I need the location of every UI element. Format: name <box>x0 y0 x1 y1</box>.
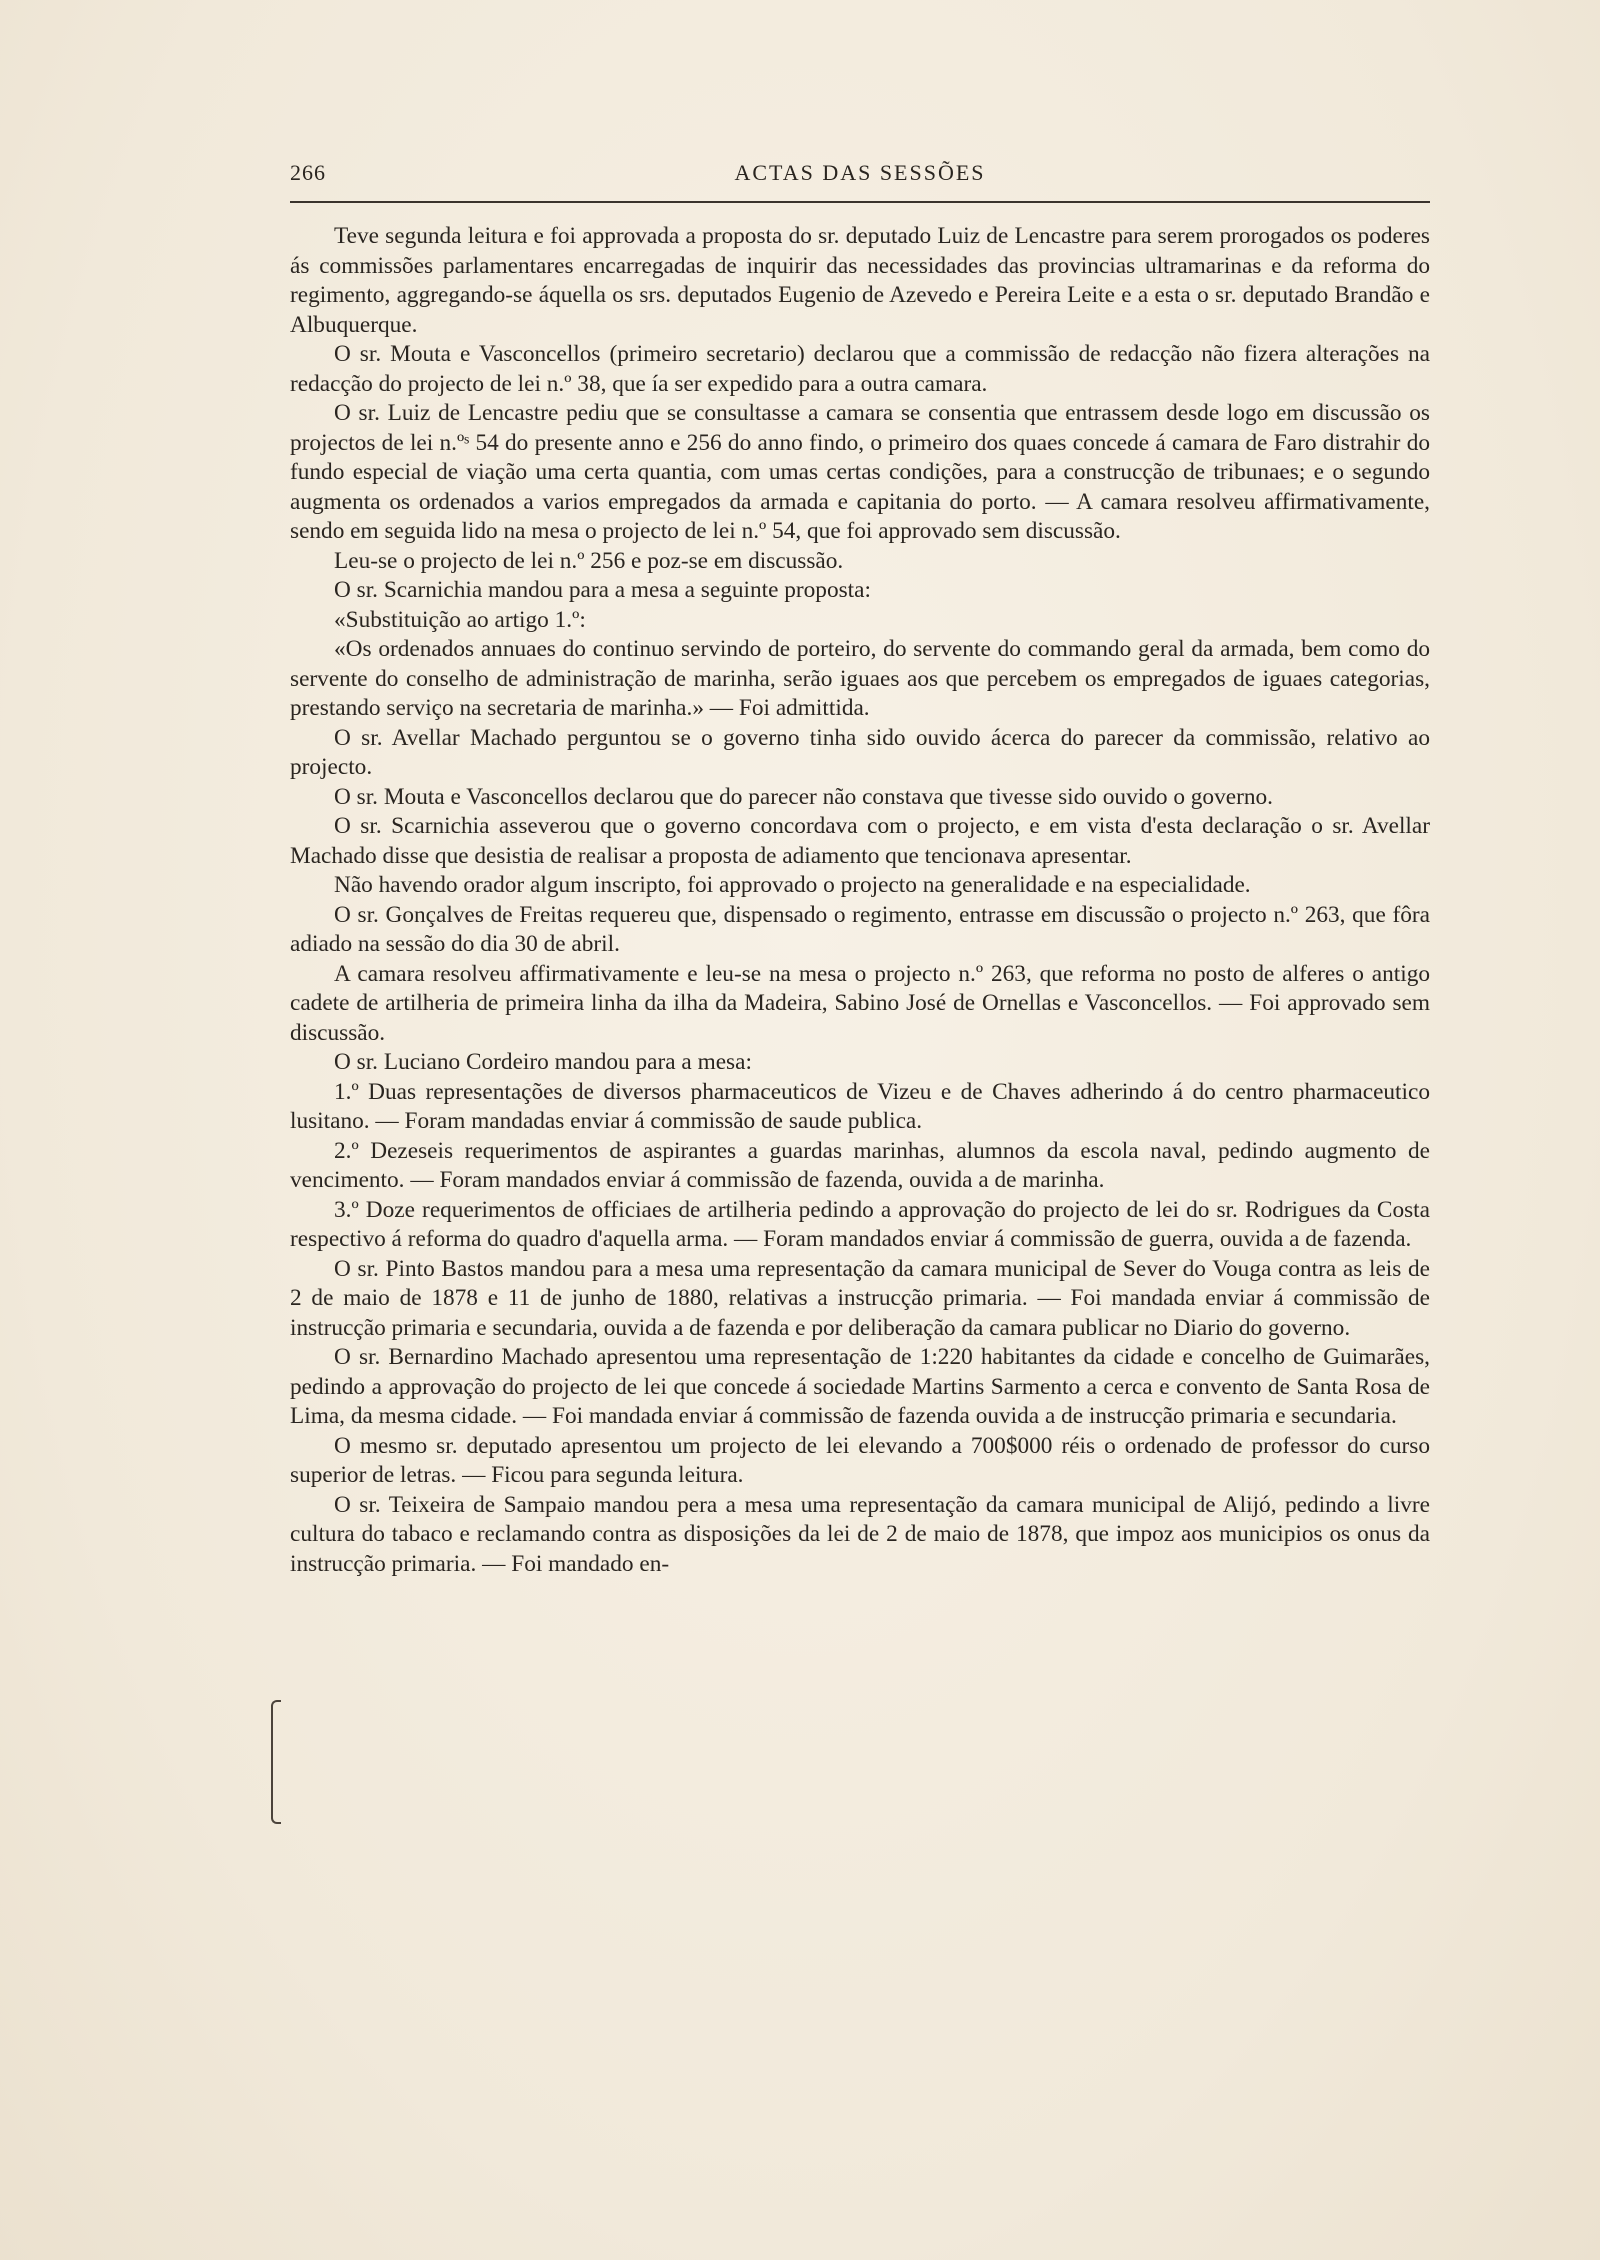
paragraph: A camara resolveu affirmativamente e leu-se na mesa o projecto n.º 263, que reforma no posto de alferes o antigo cadete de artilheria de primeira linha da ilha da Madeira, Sabino José de Ornellas e Vasconcellos. — Foi approvado sem discussão. <box>290 960 1430 1046</box>
page-number: 266 <box>290 160 326 185</box>
paragraph: O sr. Scarnichia mandou para a mesa a seguinte proposta: <box>334 577 871 603</box>
paragraph: 3.º Doze requerimentos de officiaes de artilheria pedindo a approvação do projecto de lei do sr. Rodrigues da Costa respectivo á reforma do quadro d'aquella arma. — Foram mandados enviar á commissão de guerra, ouvida a de fazenda. <box>290 1196 1430 1252</box>
paragraph: «Os ordenados annuaes do continuo servindo de porteiro, do servente do commando geral da armada, bem como do servente do conselho de administração de marinha, serão iguaes aos que percebem os empregados de iguaes categorias, prestando serviço na secretaria de marinha.» — Foi admittida. <box>290 636 1430 721</box>
paragraph: O sr. Avellar Machado perguntou se o governo tinha sido ouvido ácerca do parecer da commissão, relativo ao projecto. <box>290 724 1430 780</box>
margin-bracket-mark <box>271 1700 281 1824</box>
paragraph: «Substituição ao artigo 1.º: <box>334 606 586 633</box>
paragraph: O sr. Mouta e Vasconcellos (primeiro secretario) declarou que a commissão de redacção não fizera alterações na redacção do projecto de lei n.º 38, que ía ser expedido para a outra camara. <box>290 341 1430 397</box>
paragraph: O sr. Scarnichia asseverou que o governo concordava com o projecto, e em vista d'esta declaração o sr. Avellar Machado disse que desistia de realisar a proposta de adiamento que tencionava apresentar. <box>290 813 1430 869</box>
body-text <box>290 222 1430 1579</box>
paragraph: O sr. Luciano Cordeiro mandou para a mesa: <box>334 1049 752 1075</box>
paragraph: 1.º Duas representações de diversos pharmaceuticos de Vizeu e de Chaves adherindo á do centro pharmaceutico lusitano. — Foram mandadas enviar á commissão de saude publica. <box>290 1078 1430 1134</box>
paragraph: O sr. Luiz de Lencastre pediu que se consultasse a camara se consentia que entrassem desde logo em discussão os projectos de lei n.ºˢ 54 do presente anno e 256 do anno findo, o primeiro dos quaes concede á camara de Faro distrahir do fundo especial de viação uma certa quantia, com umas certas condições, para a construcção de tribunaes; e o segundo augmenta os ordenados a varios empregados da armada e capitania do porto. — A camara resolveu affirmativamente, sendo em seguida lido na mesa o projecto de lei n.º 54, que foi approvado sem discussão. <box>290 400 1430 544</box>
paragraph: O mesmo sr. deputado apresentou um projecto de lei elevando a 700$000 réis o ordenado de professor do curso superior de letras. — Ficou para segunda leitura. <box>290 1432 1430 1488</box>
paragraph: O sr. Mouta e Vasconcellos declarou que do parecer não constava que tivesse sido ouvido o governo. <box>334 783 1273 810</box>
paragraph: Não havendo orador algum inscripto, foi approvado o projecto na generalidade e na especialidade. <box>334 872 1251 898</box>
page-header <box>290 160 1430 194</box>
paragraph: O sr. Pinto Bastos mandou para a mesa uma representação da camara municipal de Sever do Vouga contra as leis de 2 de maio de 1878 e 11 de junho de 1880, relativas a instrucção primaria. — Foi mandada enviar á commissão de instrucção primaria e secundaria, ouvida a de fazenda e por deliberação da camara publicar no Diario do governo. <box>290 1255 1430 1341</box>
paragraph: O sr. Teixeira de Sampaio mandou pera a mesa uma representação da camara municipal de Alijó, pedindo a livre cultura do tabaco e reclamando contra as disposições da lei de 2 de maio de 1878, que impoz aos municipios os onus da instrucção primaria. — Foi mandado en- <box>290 1491 1430 1577</box>
header-rule <box>290 201 1430 203</box>
paragraph: 2.º Dezeseis requerimentos de aspirantes a guardas marinhas, alumnos da escola naval, pedindo augmento de vencimento. — Foram mandados enviar á commissão de fazenda, ouvida a de marinha. <box>290 1137 1430 1193</box>
running-title: ACTAS DAS SESSÕES <box>734 160 986 185</box>
paragraph: Leu-se o projecto de lei n.º 256 e poz-se em discussão. <box>334 547 844 574</box>
paragraph: O sr. Gonçalves de Freitas requereu que, dispensado o regimento, entrasse em discussão o projecto n.º 263, que fôra adiado na sessão do dia 30 de abril. <box>290 901 1430 957</box>
paragraph: Teve segunda leitura e foi approvada a proposta do sr. deputado Luiz de Lencastre para serem prorogados os poderes ás commissões parlamentares encarregadas de inquirir das necessidades das provincias ultramarinas e da reforma do regimento, aggregando-se áquella os srs. deputados Eugenio de Azevedo e Pereira Leite e a esta o sr. deputado Brandão e Albuquerque. <box>290 223 1430 338</box>
paragraph: O sr. Bernardino Machado apresentou uma representação de 1:220 habitantes da cidade e concelho de Guimarães, pedindo a approvação do projecto de lei que concede á sociedade Martins Sarmento a cerca e convento de Santa Rosa de Lima, da mesma cidade. — Foi mandada enviar á commissão de fazenda ouvida a de instrucção primaria e secundaria. <box>290 1344 1430 1429</box>
